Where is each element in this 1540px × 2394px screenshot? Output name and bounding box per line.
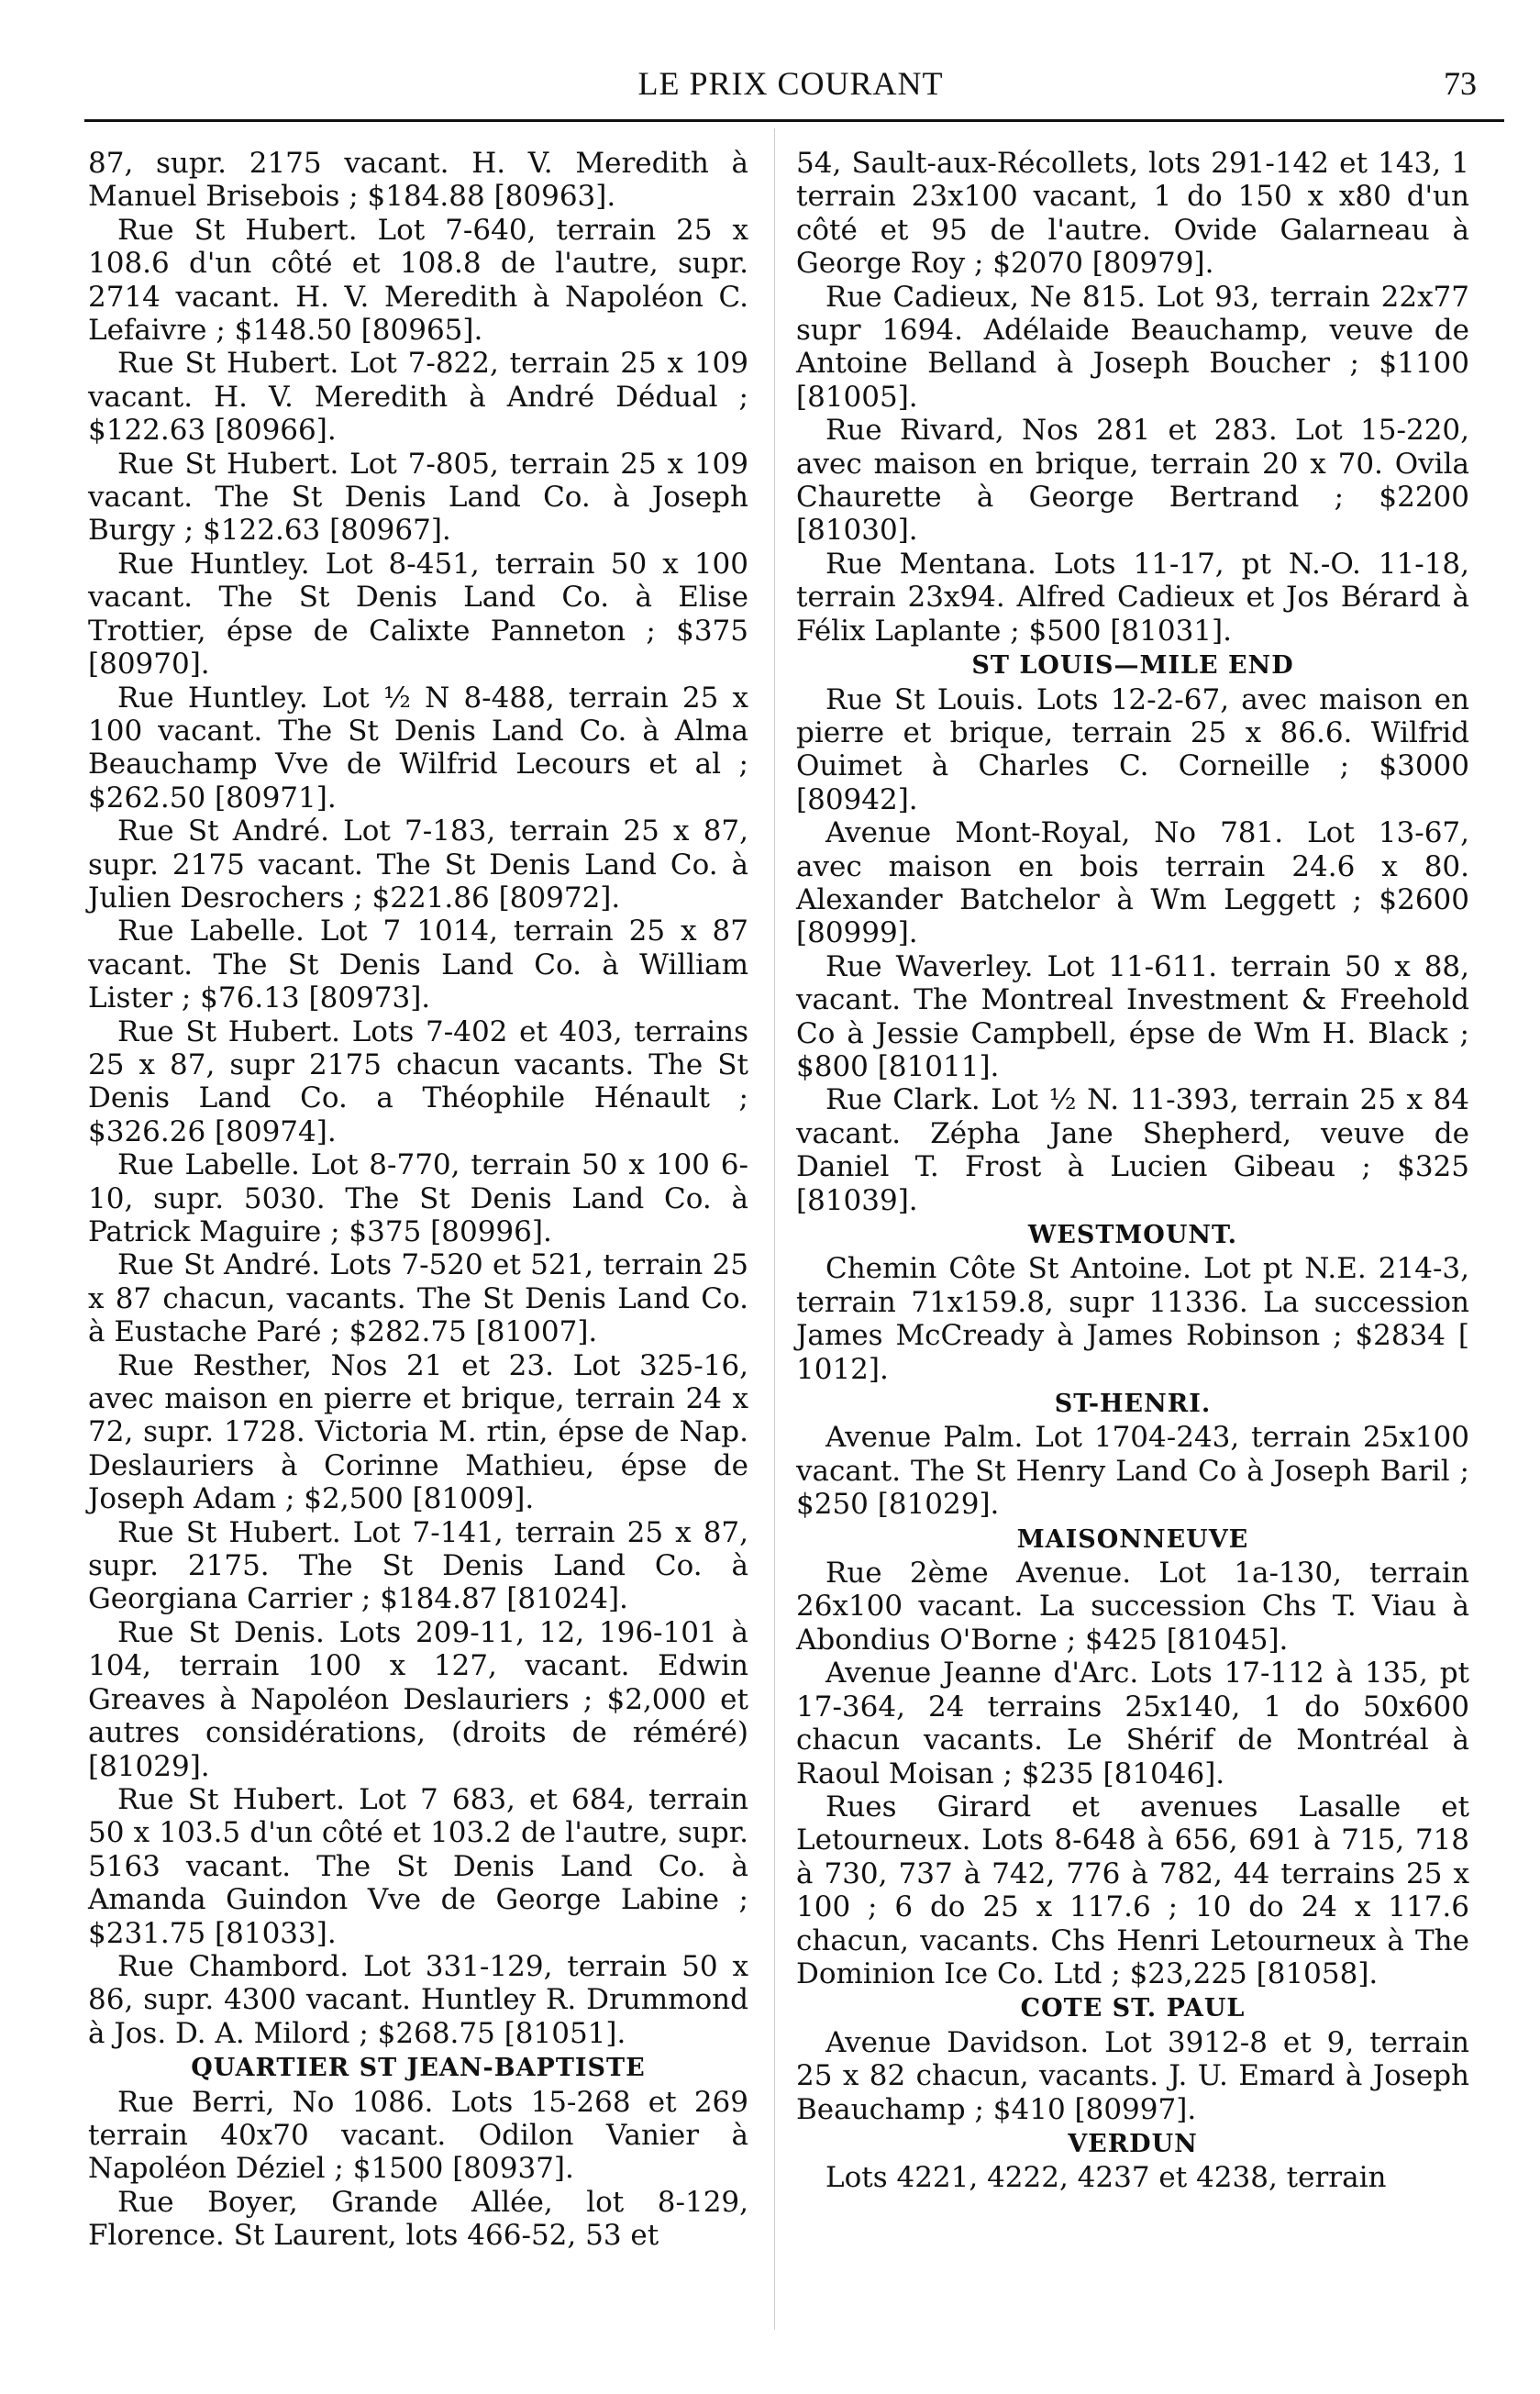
property-entry: Avenue Palm. Lot 1704-243, terrain 25x100 vacant. The St Henry Land Co à Joseph Baril ; $250 [81029]. [796,1421,1469,1522]
property-entry: Avenue Mont-Royal, No 781. Lot 13-67, avec maison en bois terrain 24.6 x 80. Alexander Batchelor à Wm Leggett ; $2600 [80999]. [796,816,1469,950]
property-entry: Rue St André. Lots 7-520 et 521, terrain 25 x 87 chacun, vacants. The St Denis Land Co. à Eustache Paré ; $282.75 [81007]. [88,1248,748,1349]
property-entry: Rue Clark. Lot ½ N. 11-393, terrain 25 x 84 vacant. Zépha Jane Shepherd, veuve de Daniel T. Frost à Lucien Gibeau ; $325 [81039]. [796,1083,1469,1217]
page-title: LE PRIX COURANT [637,65,944,102]
property-entry: Avenue Davidson. Lot 3912-8 et 9, terrain 25 x 82 chacun, vacants. J. U. Emard à Joseph Beauchamp ; $410 [80997]. [796,2025,1469,2126]
page-header [84,64,1497,112]
right-column [796,147,1469,2195]
property-entry: Rue 2ème Avenue. Lot 1a-130, terrain 26x100 vacant. La succession Chs T. Viau à Abondius O'Borne ; $425 [81045]. [796,1557,1469,1657]
header-rule [84,119,1504,122]
section-heading: ST LOUIS—MILE END [971,651,1294,681]
section-heading: MAISONNEUVE [1016,1524,1249,1554]
property-entry: Rue Huntley. Lot ½ N 8-488, terrain 25 x 100 vacant. The St Denis Land Co. à Alma Beauchamp Vve de Wilfrid Lecours et al ; $262.50 [80971]. [88,681,748,815]
property-entry: Rue Boyer, Grande Allée, lot 8-129, Florence. St Laurent, lots 466-52, 53 et [88,2185,748,2253]
section-heading: QUARTIER ST JEAN-BAPTISTE [191,2054,646,2083]
property-entry: Rue St Hubert. Lots 7-402 et 403, terrains 25 x 87, supr 2175 chacun vacants. The St Denis Land Co. a Théophile Hénault ; $326.26 [80974]. [88,1014,748,1148]
property-entry: Rue Waverley. Lot 11-611. terrain 50 x 88, vacant. The Montreal Investment & Freehold Co à Jessie Campbell, épse de Wm H. Black ; $800 [81011]. [796,949,1469,1083]
property-entry: Rue St Louis. Lots 12-2-67, avec maison en pierre et brique, terrain 25 x 86.6. Wilfrid Ouimet à Charles C. Corneille ; $3000 [80942]. [796,682,1469,816]
section-heading: COTE ST. PAUL [1020,1994,1246,2023]
property-entry: Rue Labelle. Lot 8-770, terrain 50 x 100 6-10, supr. 5030. The St Denis Land Co. à Patrick Maguire ; $375 [80996]. [88,1148,748,1248]
property-entry: Rues Girard et avenues Lasalle et Letourneux. Lots 8-648 à 656, 691 à 715, 718 à 730, 737 à 742, 776 à 782, 44 terrains 25 x 100 ; 6 do 25 x 117.6 ; 10 do 24 x 117.6 chacun, vacants. Chs Henri Letourneux à The Dominion Ice Co. Ltd ; $23,225 [81058]. [796,1790,1469,1990]
property-entry: Chemin Côte St Antoine. Lot pt N.E. 214-3, terrain 71x159.8, supr 11336. La succession James McCready à James Robinson ; $2834 [ 1012]. [796,1252,1469,1386]
property-entry: Rue Chambord. Lot 331-129, terrain 50 x 86, supr. 4300 vacant. Huntley R. Drummond à Jos. D. A. Milord ; $268.75 [81051]. [88,1949,748,2050]
page-number: 73 [1444,65,1477,102]
section-heading: WESTMOUNT. [1027,1221,1238,1249]
column-divider [774,128,775,2330]
property-entry: Lots 4221, 4222, 4237 et 4238, terrain [825,2161,1387,2195]
property-entry: Avenue Jeanne d'Arc. Lots 17-112 à 135, pt 17-364, 24 terrains 25x140, 1 do 50x600 chacun vacants. Le Shérif de Montréal à Raoul Moisan ; $235 [81046]. [796,1657,1469,1790]
property-entry: Rue St André. Lot 7-183, terrain 25 x 87, supr. 2175 vacant. The St Denis Land Co. à Julien Desrochers ; $221.86 [80972]. [88,815,748,914]
property-entry: Rue St Hubert. Lot 7-822, terrain 25 x 109 vacant. H. V. Meredith à André Dédual ; $122.63 [80966]. [88,347,748,448]
property-entry: Rue Cadieux, Ne 815. Lot 93, terrain 22x77 supr 1694. Adélaide Beauchamp, veuve de Antoine Belland à Joseph Boucher ; $1100 [81005]. [796,280,1469,414]
property-entry: Rue St Hubert. Lot 7-805, terrain 25 x 109 vacant. The St Denis Land Co. à Joseph Burgy ; $122.63 [80967]. [88,447,748,548]
section-heading: VERDUN [1068,2129,1198,2158]
property-entry: Rue St Denis. Lots 209-11, 12, 196-101 à 104, terrain 100 x 127, vacant. Edwin Greaves à Napoléon Deslauriers ; $2,000 et autres considérations, (droits de réméré) [81029]. [88,1615,748,1783]
property-entry: Rue St Hubert. Lot 7 683, et 684, terrain 50 x 103.5 d'un côté et 103.2 de l'autre, supr. 5163 vacant. The St Denis Land Co. à Amanda Guindon Vve de George Labine ; $231.75 [81033]. [88,1782,748,1950]
section-heading: ST-HENRI. [1054,1390,1212,1419]
property-entry: Rue Resther, Nos 21 et 23. Lot 325-16, avec maison en pierre et brique, terrain 24 x 72, supr. 1728. Victoria M. rtin, épse de Nap. Deslauriers à Corinne Mathieu, épse de Joseph Adam ; $2,500 [81009]. [88,1348,748,1516]
left-column [88,147,748,2253]
property-entry: Rue Labelle. Lot 7 1014, terrain 25 x 87 vacant. The St Denis Land Co. à William Lister ; $76.13 [80973]. [88,914,748,1015]
property-entry: Rue St Hubert. Lot 7-640, terrain 25 x 108.6 d'un côté et 108.8 de l'autre, supr. 2714 vacant. H. V. Meredith à Napoléon C. Lefaivre ; $148.50 [80965]. [88,213,748,348]
property-entry: Rue Berri, No 1086. Lots 15-268 et 269 terrain 40x70 vacant. Odilon Vanier à Napoléon Déziel ; $1500 [80937]. [88,2085,748,2186]
property-entry: Rue St Hubert. Lot 7-141, terrain 25 x 87, supr. 2175. The St Denis Land Co. à Georgiana Carrier ; $184.87 [81024]. [88,1515,748,1616]
property-entry: Rue Mentana. Lots 11-17, pt N.-O. 11-18, terrain 23x94. Alfred Cadieux et Jos Bérard à Félix Laplante ; $500 [81031]. [796,547,1469,648]
entry-continuation: 54, Sault-aux-Récollets, lots 291-142 et 143, 1 terrain 23x100 vacant, 1 do 150 x x80 d'un côté et 95 de l'autre. Ovide Galarneau à George Roy ; $2070 [80979]. [796,147,1469,281]
property-entry: Rue Huntley. Lot 8-451, terrain 50 x 100 vacant. The St Denis Land Co. à Elise Trottier, épse de Calixte Panneton ; $375 [80970]. [88,547,748,682]
entry-continuation: 87, supr. 2175 vacant. H. V. Meredith à Manuel Brisebois ; $184.88 [80963]. [88,147,748,214]
property-entry: Rue Rivard, Nos 281 et 283. Lot 15-220, avec maison en brique, terrain 20 x 70. Ovila Chaurette à George Bertrand ; $2200 [81030]. [796,414,1469,548]
